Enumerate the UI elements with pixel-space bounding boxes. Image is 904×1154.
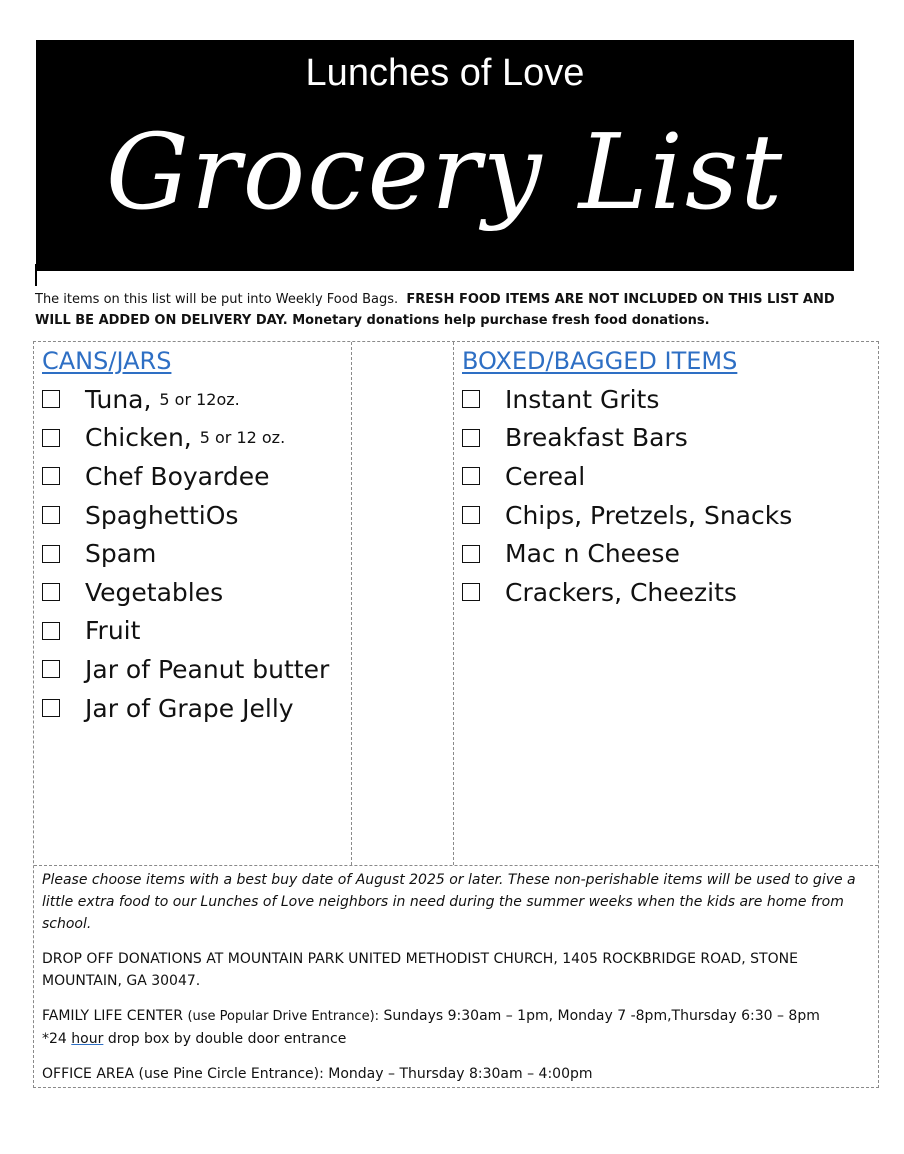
intro-bold-text: FRESH FOOD ITEMS ARE NOT INCLUDED ON THIS LIST AND WILL BE ADDED ON DELIVERY DAY. Monetary donations help purchase fresh food donations. (35, 292, 835, 328)
item-label: Jar of Peanut butter (85, 654, 330, 684)
checkbox[interactable] (462, 583, 480, 601)
item-label: Jar of Grape Jelly (85, 693, 294, 723)
list-item (42, 573, 329, 612)
item-label: Fruit (85, 616, 141, 646)
list-item (42, 496, 329, 535)
banner-script-title: Grocery List (105, 111, 785, 233)
list-item (42, 689, 329, 728)
cans-column (42, 344, 329, 727)
list-item (462, 457, 792, 496)
dropbox-word: hour (71, 1031, 104, 1047)
item-label: Tuna, (85, 384, 152, 414)
checkbox[interactable] (462, 429, 480, 447)
list-item (462, 496, 792, 535)
checkbox[interactable] (42, 660, 60, 678)
item-label: Breakfast Bars (505, 423, 688, 453)
list-item (42, 612, 329, 651)
cans-heading: CANS/JARS (42, 347, 172, 375)
list-item (42, 380, 329, 419)
item-label: Chef Boyardee (85, 461, 270, 491)
flc-hours: Sundays 9:30am – 1pm, Monday 7 -8pm,Thursday 6:30 – 8pm (383, 1008, 820, 1024)
item-label: Cereal (505, 461, 586, 491)
office-hours: OFFICE AREA (use Pine Circle Entrance): Monday – Thursday 8:30am – 4:00pm (42, 1066, 593, 1082)
intro-text: The items on this list will be put into Weekly Food Bags. (35, 292, 399, 307)
list-item (42, 534, 329, 573)
checkbox[interactable] (42, 622, 60, 640)
checkbox[interactable] (42, 429, 60, 447)
row-divider (34, 865, 878, 866)
dropoff-address: DROP OFF DONATIONS AT MOUNTAIN PARK UNITED METHODIST CHURCH, 1405 ROCKBRIDGE ROAD, STONE MOUNTAIN, GA 30047. (42, 951, 798, 989)
flc-label: FAMILY LIFE CENTER (42, 1008, 183, 1024)
checkbox[interactable] (42, 545, 60, 563)
item-label: Crackers, Cheezits (505, 577, 737, 607)
item-detail: 5 or 12oz. (159, 389, 240, 409)
list-item (462, 534, 792, 573)
list-item (42, 419, 329, 458)
dropbox-prefix: *24 (42, 1031, 67, 1047)
item-label: Chicken, (85, 423, 192, 453)
dropbox-suffix: drop box by double door entrance (107, 1031, 347, 1047)
list-item (462, 380, 792, 419)
header-banner (36, 40, 854, 271)
family-life-center-hours (42, 1005, 872, 1028)
checkbox[interactable] (462, 390, 480, 408)
dropbox-note (42, 1028, 872, 1050)
column-divider-2 (453, 342, 454, 865)
text-cursor (35, 264, 37, 286)
checkbox[interactable] (42, 467, 60, 485)
checkbox[interactable] (42, 506, 60, 524)
flc-entrance: (use Popular Drive Entrance): (187, 1009, 380, 1024)
checkbox[interactable] (462, 467, 480, 485)
notes-section (42, 869, 872, 1085)
column-divider-1 (351, 342, 352, 865)
checkbox[interactable] (42, 583, 60, 601)
list-item (42, 457, 329, 496)
item-label: Spam (85, 539, 157, 569)
best-by-note: Please choose items with a best buy date of August 2025 or later. These non-perishable items will be used to give a little extra food to our Lunches of Love neighbors in need during the summer weeks when the kids are home from school. (42, 872, 856, 932)
item-label: SpaghettiOs (85, 500, 239, 530)
checkbox[interactable] (42, 390, 60, 408)
item-detail: 5 or 12 oz. (199, 428, 286, 448)
checkbox[interactable] (42, 699, 60, 717)
item-label: Vegetables (85, 577, 224, 607)
list-item (462, 419, 792, 458)
list-item (42, 650, 329, 689)
boxed-column (462, 344, 792, 612)
intro-paragraph (35, 289, 865, 331)
list-item (462, 573, 792, 612)
item-label: Chips, Pretzels, Snacks (505, 500, 793, 530)
item-label: Instant Grits (505, 384, 660, 414)
checkbox[interactable] (462, 506, 480, 524)
checkbox[interactable] (462, 545, 480, 563)
banner-title: Lunches of Love (305, 52, 585, 94)
boxed-heading: BOXED/BAGGED ITEMS (462, 347, 738, 375)
item-label: Mac n Cheese (505, 539, 680, 569)
grocery-table (33, 341, 879, 1088)
